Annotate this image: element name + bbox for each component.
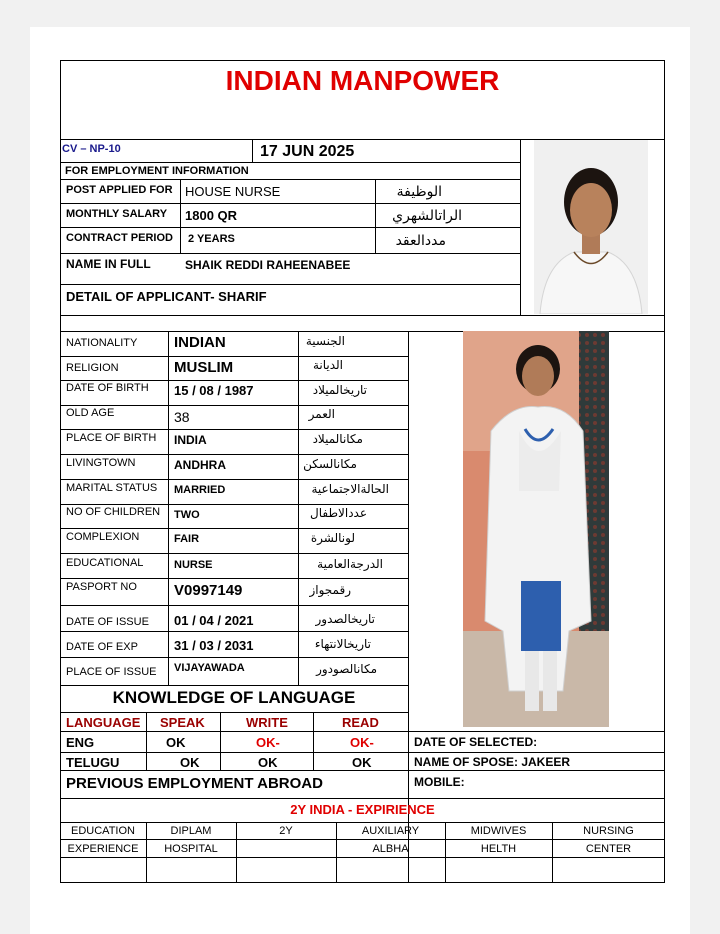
complexion-value: FAIR: [174, 533, 200, 545]
language-row-eng-name: ENG: [66, 735, 95, 750]
passport-no-arabic: رقمجواز: [309, 583, 351, 597]
divider: [60, 380, 408, 381]
previous-employment-title: PREVIOUS EMPLOYMENT ABROAD: [66, 775, 323, 792]
divider: [60, 479, 408, 480]
divider: [313, 712, 314, 770]
page-title: INDIAN MANPOWER: [225, 65, 500, 96]
marital-status-value: MARRIED: [174, 484, 226, 496]
divider: [60, 822, 665, 823]
divider: [60, 578, 408, 579]
language-header-write: WRITE: [246, 715, 288, 730]
experience-cell: EDUCATION: [71, 825, 135, 837]
divider: [408, 331, 409, 883]
divider: [60, 405, 408, 406]
experience-cell: DIPLAM: [170, 825, 212, 837]
passport-photo: [534, 140, 648, 314]
document-date: 17 JUN 2025: [260, 143, 355, 160]
language-row-telugu-speak: OK: [180, 755, 200, 770]
experience-title: 2Y INDIA - EXPIRIENCE: [290, 802, 435, 817]
applicant-detail-title: DETAIL OF APPLICANT- SHARIF: [66, 289, 267, 304]
divider: [60, 454, 408, 455]
monthly-salary-arabic: الراتالشهري: [392, 208, 462, 224]
language-row-telugu-write: OK: [258, 755, 278, 770]
experience-cell: NURSING: [583, 825, 634, 837]
language-header-read: READ: [342, 715, 379, 730]
children-arabic: عددالاطفال: [310, 506, 367, 520]
place-of-birth-label: PLACE OF BIRTH: [66, 432, 157, 444]
divider: [60, 284, 520, 285]
divider: [180, 179, 181, 253]
divider: [60, 162, 520, 163]
educational-label: EDUCATIONAL: [66, 557, 144, 569]
place-of-issue-arabic: مكانالصودور: [316, 662, 377, 676]
divider: [252, 139, 253, 162]
place-of-issue-label: PLACE OF ISSUE: [66, 666, 157, 678]
divider: [60, 712, 408, 713]
marital-status-arabic: الحالةالاجتماعية: [311, 482, 389, 496]
divider: [60, 429, 408, 430]
divider: [520, 139, 521, 315]
experience-cell: 2Y: [279, 825, 293, 837]
divider: [60, 253, 520, 254]
language-row-telugu-name: TELUGU: [66, 755, 120, 770]
dob-value: 15 / 08 / 1987: [174, 383, 254, 398]
experience-cell: EXPERIENCE: [67, 843, 139, 855]
religion-value: MUSLIM: [174, 359, 234, 376]
experience-cell: AUXILIARY: [361, 825, 420, 837]
divider: [60, 731, 665, 732]
divider: [60, 315, 665, 316]
living-town-label: LIVINGTOWN: [66, 457, 136, 469]
nationality-value: INDIAN: [174, 334, 226, 351]
educational-arabic: الدرجةالعامية: [317, 557, 383, 571]
divider: [60, 179, 520, 180]
experience-cell: CENTER: [585, 843, 632, 855]
complexion-label: COMPLEXION: [66, 531, 140, 543]
divider: [60, 528, 408, 529]
cv-page: [30, 27, 690, 934]
date-of-exp-value: 31 / 03 / 2031: [174, 638, 254, 653]
language-header-speak: SPEAK: [160, 715, 205, 730]
divider: [60, 605, 408, 606]
divider: [375, 179, 376, 253]
cv-number: CV – NP-10: [62, 143, 121, 155]
date-of-selected: DATE OF SELECTED:: [414, 735, 538, 749]
living-town-value: ANDHRA: [174, 458, 226, 472]
spouse-name: NAME OF SPOSE: JAKEER: [414, 755, 571, 769]
passport-no-value: V0997149: [174, 582, 243, 599]
divider: [60, 685, 408, 686]
divider: [60, 857, 665, 858]
divider: [60, 798, 665, 799]
divider: [60, 553, 408, 554]
divider: [60, 839, 665, 840]
divider: [60, 752, 665, 753]
divider: [60, 227, 520, 228]
living-town-arabic: مكانالسكن: [303, 457, 357, 471]
experience-cell: HOSPITAL: [164, 843, 218, 855]
religion-arabic: الديانة: [312, 358, 343, 372]
language-row-telugu-read: OK: [352, 755, 372, 770]
nationality-label: NATIONALITY: [66, 337, 138, 349]
divider: [60, 770, 665, 771]
nationality-arabic: الجنسية: [305, 334, 345, 348]
date-of-issue-arabic: تاريخالصدور: [315, 612, 375, 626]
language-section-title: KNOWLEDGE OF LANGUAGE: [112, 688, 356, 707]
contract-period-arabic: مددالعقد: [395, 233, 446, 249]
age-label: OLD AGE: [66, 407, 115, 419]
post-applied-arabic: الوظيفة: [396, 184, 442, 200]
monthly-salary-value: 1800 QR: [185, 208, 238, 223]
divider: [60, 356, 408, 357]
mobile-label: MOBILE:: [414, 775, 465, 789]
passport-no-label: PASPORT NO: [66, 581, 137, 593]
language-row-eng-read: OK-: [350, 735, 374, 750]
contract-period-value: 2 YEARS: [188, 233, 235, 245]
dob-label: DATE OF BIRTH: [66, 382, 149, 394]
experience-cell: HELTH: [480, 843, 517, 855]
children-value: TWO: [174, 509, 200, 521]
employment-info-label: FOR EMPLOYMENT INFORMATION: [65, 165, 249, 177]
monthly-salary-label: MONTHLY SALARY: [66, 208, 168, 220]
age-arabic: العمر: [308, 407, 335, 421]
contract-period-label: CONTRACT PERIOD: [66, 232, 173, 244]
language-row-eng-speak: OK: [166, 735, 186, 750]
divider: [60, 203, 520, 204]
marital-status-label: MARITAL STATUS: [66, 482, 158, 494]
divider: [60, 504, 408, 505]
post-applied-label: POST APPLIED FOR: [66, 184, 173, 196]
experience-cell: MIDWIVES: [470, 825, 527, 837]
educational-value: NURSE: [174, 559, 213, 571]
full-name-value: SHAIK REDDI RAHEENABEE: [185, 258, 351, 272]
age-value: 38: [174, 409, 190, 425]
divider: [146, 712, 147, 770]
divider: [60, 631, 408, 632]
date-of-exp-arabic: تاريخالانتهاء: [314, 637, 371, 651]
date-of-issue-label: DATE OF ISSUE: [66, 616, 149, 628]
post-applied-value: HOUSE NURSE: [185, 184, 281, 199]
divider: [220, 712, 221, 770]
date-of-issue-value: 01 / 04 / 2021: [174, 613, 254, 628]
full-name-label: NAME IN FULL: [66, 257, 151, 271]
place-of-birth-arabic: مكانالميلاد: [312, 432, 363, 446]
language-header-language: LANGUAGE: [66, 715, 141, 730]
divider: [60, 657, 408, 658]
complexion-arabic: لونالشرة: [310, 531, 355, 545]
place-of-issue-value: VIJAYAWADA: [174, 662, 245, 674]
religion-label: RELIGION: [66, 362, 119, 374]
place-of-birth-value: INDIA: [174, 433, 207, 447]
date-of-exp-label: DATE OF EXP: [66, 641, 138, 653]
applicant-photo: [463, 331, 609, 727]
children-label: NO OF CHILDREN: [66, 506, 161, 518]
dob-arabic: تاريخالميلاد: [312, 383, 367, 397]
language-row-eng-write: OK-: [256, 735, 280, 750]
experience-cell: ALBHA: [372, 843, 409, 855]
